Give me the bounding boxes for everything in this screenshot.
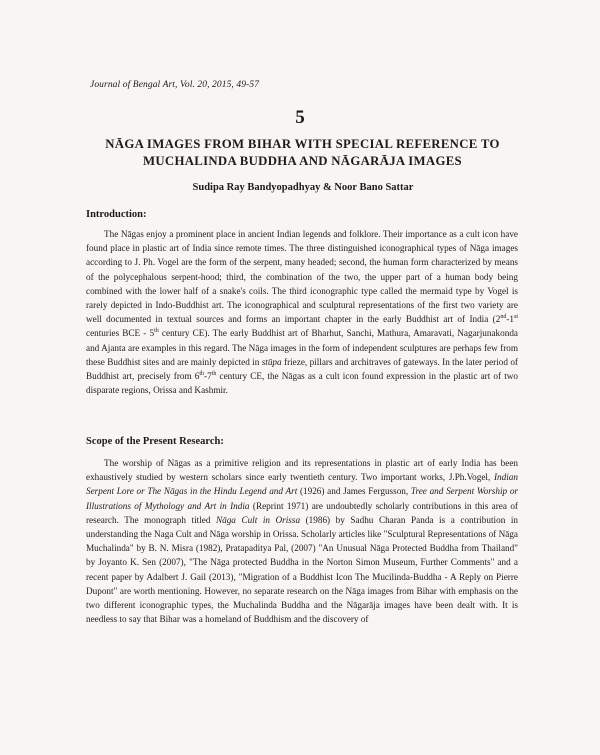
text-run: -7 <box>204 371 212 382</box>
text-run: century CE). The early Buddhist art of Bharhut, Sanchi, Mathura, Amaravati, Nagarjunakonda and Ajanta are examples in this regard. The Nāga images in the form of independent sculptures are perhaps few from these Buddhist sites and are mainly depicted in <box>86 328 518 367</box>
title-line-1: NĀGA IMAGES FROM BIHAR WITH SPECIAL REFERENCE TO <box>105 137 500 151</box>
superscript: th <box>199 370 205 377</box>
authors: Sudipa Ray Bandyopadhyay & Noor Bano Sattar <box>192 182 414 193</box>
text-run: (Reprint 1971) are undoubtedly scholarly contributions in this area of research. The monograph titled <box>86 500 518 525</box>
text-run: (1986) by Sadhu Charan Panda is a contribution in understanding the Naga Cult and Nāga worship in Orissa. Scholarly articles like "Sculptural Representations of Nāga Muchalinda" by B. N. Misra (1982), Pratapaditya Pal, (2007) "An Unusual Nāga Protected Buddha from Thailand" by Joyanto K. Sen (2007), "The Nāga protected Buddha in the Norton Simon Museum, Further Comments" and a recent paper by Adalbert J. Gail (2013), "Migration of a Buddhist Icon The Mucilinda-Buddha - A Reply on Pierre Dupont" are worth mentioning. However, no separate research on the Nāga images from Bihar with emphasis on the two different iconographic types, the Muchalinda Buddha and the Nāgarāja images have been dealt with. It is needless to say that Bihar was a homeland of Buddhism and the discovery of <box>86 514 518 625</box>
chapter-number: 5 <box>295 107 305 128</box>
superscript: th <box>211 370 217 377</box>
scope-paragraph <box>86 456 518 626</box>
section-heading-scope: Scope of the Present Research: <box>86 436 224 447</box>
text-run: frieze, pillars and architraves of gateways. In the later period of Buddhist art, precisely from 6 <box>86 356 518 382</box>
introduction-paragraph <box>86 227 518 397</box>
italic-title: Indian Serpent Lore or The Nāgas in the Hindu Legend and Art <box>86 472 518 497</box>
text-run: The Nāgas enjoy a prominent place in ancient Indian legends and folklore. Their importance as a cult icon have found place in plastic art of India since remote times. The three distinguished iconographical types of Nāga images according to J. Ph. Vogel are the form of the serpent, many headed; second, the human form characterized by means of the polycephalous serpent-hood; third, the combination of the two, the upper part of a human body being combined with the lower half of a snake's coils. The third iconographic type called the mermaid type by Vogel is rarely depicted in Indo-Buddhist art. The iconographical and sculptural representations of the first two variety are well documented in textual sources and forms an important chapter in the early Buddhist art of India (2 <box>86 229 518 325</box>
superscript: st <box>513 314 518 321</box>
journal-citation: Journal of Bengal Art, Vol. 20, 2015, 49-57 <box>90 80 260 90</box>
italic-title: Nāga Cult in Orissa <box>215 514 301 525</box>
text-run: -1 <box>506 314 514 325</box>
text-run: centuries BCE - 5 <box>86 328 155 339</box>
text-run: century CE, the Nāgas as a cult icon found expression in the plastic art of two disparate regions, Orissa and Kashmir. <box>86 371 518 396</box>
superscript: nd <box>500 314 507 321</box>
text-run: The worship of Nāgas as a primitive religion and its representations in plastic art of early India has been exhaustively studied by western scholars since early twentieth century. Two important works, J.Ph.Vogel, <box>86 458 518 483</box>
italic-title: Tree and Serpent Worship or Illustrations of Mythology and Art in India <box>86 486 518 511</box>
title-line-2: MUCHALINDA BUDDHA AND NĀGARĀJA IMAGES <box>143 154 462 168</box>
section-heading-introduction: Introduction: <box>86 209 147 220</box>
superscript: th <box>154 328 159 335</box>
italic-term: stūpa <box>261 356 282 367</box>
text-run: (1926) and James Fergusson, <box>297 486 411 497</box>
article-title <box>60 136 545 170</box>
